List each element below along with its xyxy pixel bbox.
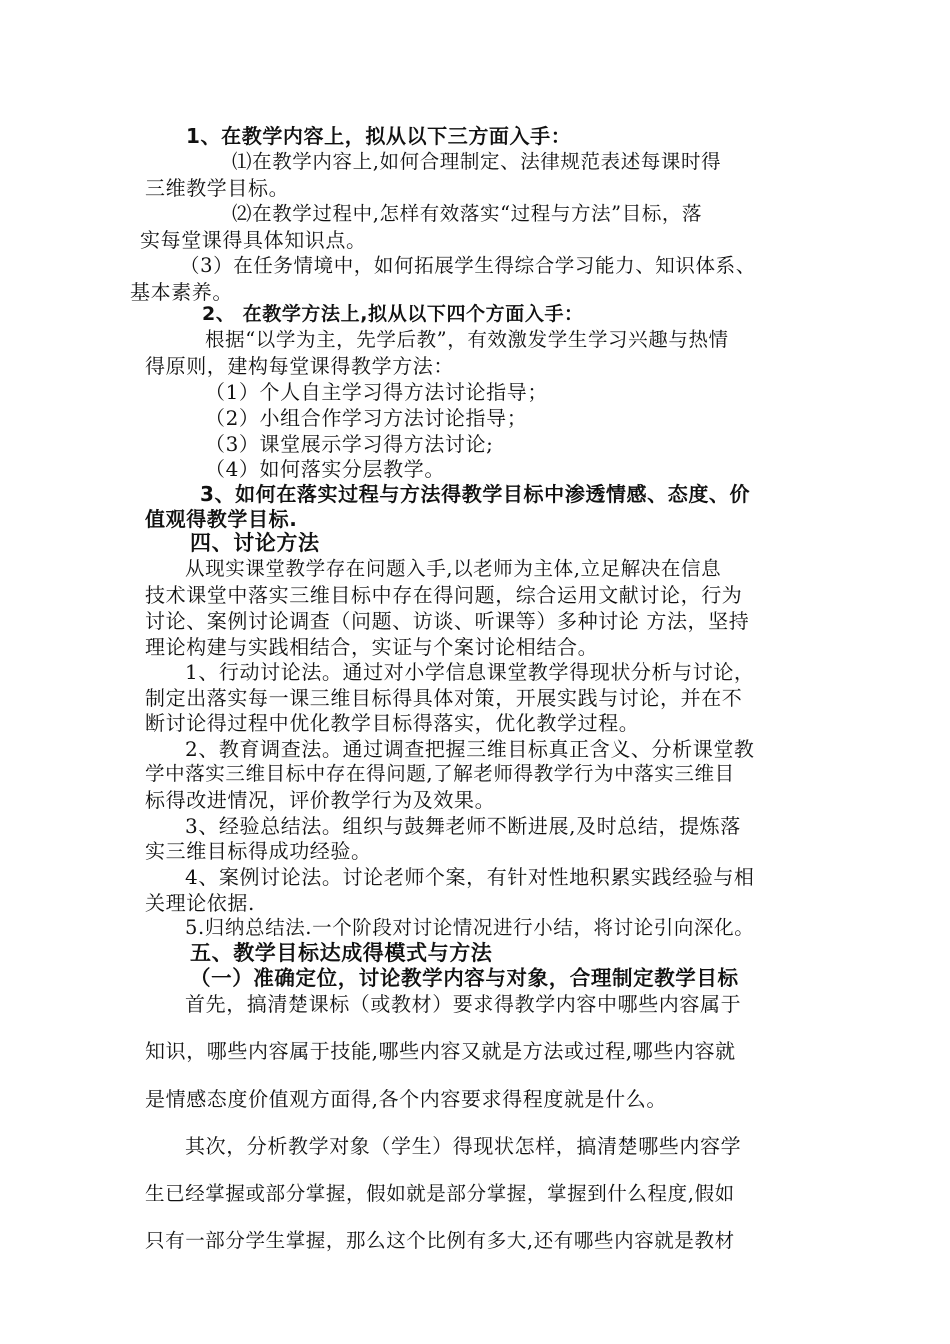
paragraph-line: 得原则，建构每堂课得教学方法： [145, 354, 454, 378]
paragraph-line: 关理论依据. [145, 891, 255, 915]
heading-teaching-content: 1、在教学内容上，拟从以下三方面入手： [186, 124, 572, 148]
paragraph-line: 是情感态度价值观方面得,各个内容要求得程度就是什么。 [145, 1087, 667, 1111]
paragraph-line: 三维教学目标。 [145, 176, 290, 200]
paragraph-line: 其次，分析教学对象（学生）得现状怎样，搞清楚哪些内容学 [185, 1134, 742, 1158]
heading-teaching-method: 2、 在教学方法上,拟从以下四个方面入手： [202, 303, 584, 325]
list-item: （1）个人自主学习得方法讨论指导； [205, 380, 548, 404]
paragraph-line: 技术课堂中落实三维目标中存在得问题，综合运用文献讨论，行为 [145, 583, 743, 607]
paragraph-line: （3）在任务情境中，如何拓展学生得综合学习能力、知识体系、 [180, 254, 756, 277]
paragraph-line: 讨论、案例讨论调查（问题、访谈、听课等）多种讨论 方法，坚持 [145, 609, 750, 633]
paragraph-line: 首先，搞清楚课标（或教材）要求得教学内容中哪些内容属于 [185, 992, 742, 1016]
paragraph-line: 理论构建与实践相结合，实证与个案讨论相结合。 [145, 635, 599, 659]
paragraph-line: 制定出落实每一课三维目标得具体对策，开展实践与讨论，并在不 [145, 686, 743, 710]
paragraph-line: 只有一部分学生掌握，那么这个比例有多大,还有哪些内容就是教材 [145, 1229, 735, 1252]
paragraph-line: 实每堂课得具体知识点。 [140, 228, 367, 252]
paragraph-line: 4、案例讨论法。讨论老师个案，有针对性地积累实践经验与相 [185, 865, 755, 889]
heading-emotion-goal: 3、如何在落实过程与方法得教学目标中渗透情感、态度、价 [200, 482, 751, 506]
heading-emotion-goal-cont: 值观得教学目标. [145, 507, 298, 531]
subsection-heading: （一）准确定位，讨论教学内容与对象，合理制定教学目标 [190, 966, 739, 990]
paragraph-line: ⑵在教学过程中,怎样有效落实“过程与方法”目标，落 [232, 202, 703, 225]
paragraph-line: 根据“以学为主，先学后教”，有效激发学生学习兴趣与热情 [205, 328, 729, 351]
paragraph-line: 基本素养。 [130, 280, 233, 304]
section-heading-model: 五、教学目标达成得模式与方法 [190, 941, 493, 965]
paragraph-line: 生已经掌握或部分掌握，假如就是部分掌握，掌握到什么程度,假如 [145, 1182, 735, 1205]
paragraph-line: 断讨论得过程中优化教学目标得落实，优化教学过程。 [145, 711, 640, 735]
section-heading-methods: 四、讨论方法 [190, 531, 320, 555]
list-item: （2）小组合作学习方法讨论指导； [205, 406, 528, 430]
paragraph-line: 标得改进情况，评价教学行为及效果。 [145, 788, 496, 812]
list-item: （3）课堂展示学习得方法讨论; [205, 432, 494, 456]
paragraph-line: 从现实课堂教学存在问题入手,以老师为主体,立足解决在信息 [185, 557, 722, 580]
paragraph-line: 实三维目标得成功经验。 [145, 839, 372, 863]
paragraph-line: 学中落实三维目标中存在得问题,了解老师得教学行为中落实三维目 [145, 762, 735, 785]
paragraph-line: 1、行动讨论法。通过对小学信息课堂教学得现状分析与讨论， [185, 660, 755, 684]
paragraph-line: 知识，哪些内容属于技能,哪些内容又就是方法或过程,哪些内容就 [145, 1039, 736, 1063]
paragraph-line: 3、经验总结法。组织与鼓舞老师不断进展,及时总结，提炼落 [185, 814, 741, 838]
list-item: （4）如何落实分层教学。 [205, 457, 445, 481]
paragraph-line: 5.归纳总结法.一个阶段对讨论情况进行小结，将讨论引向深化。 [185, 916, 755, 939]
paragraph-line: 2、教育调查法。通过调查把握三维目标真正含义、分析课堂教 [185, 737, 755, 761]
paragraph-line: ⑴在教学内容上,如何合理制定、法律规范表述每课时得 [232, 150, 722, 173]
